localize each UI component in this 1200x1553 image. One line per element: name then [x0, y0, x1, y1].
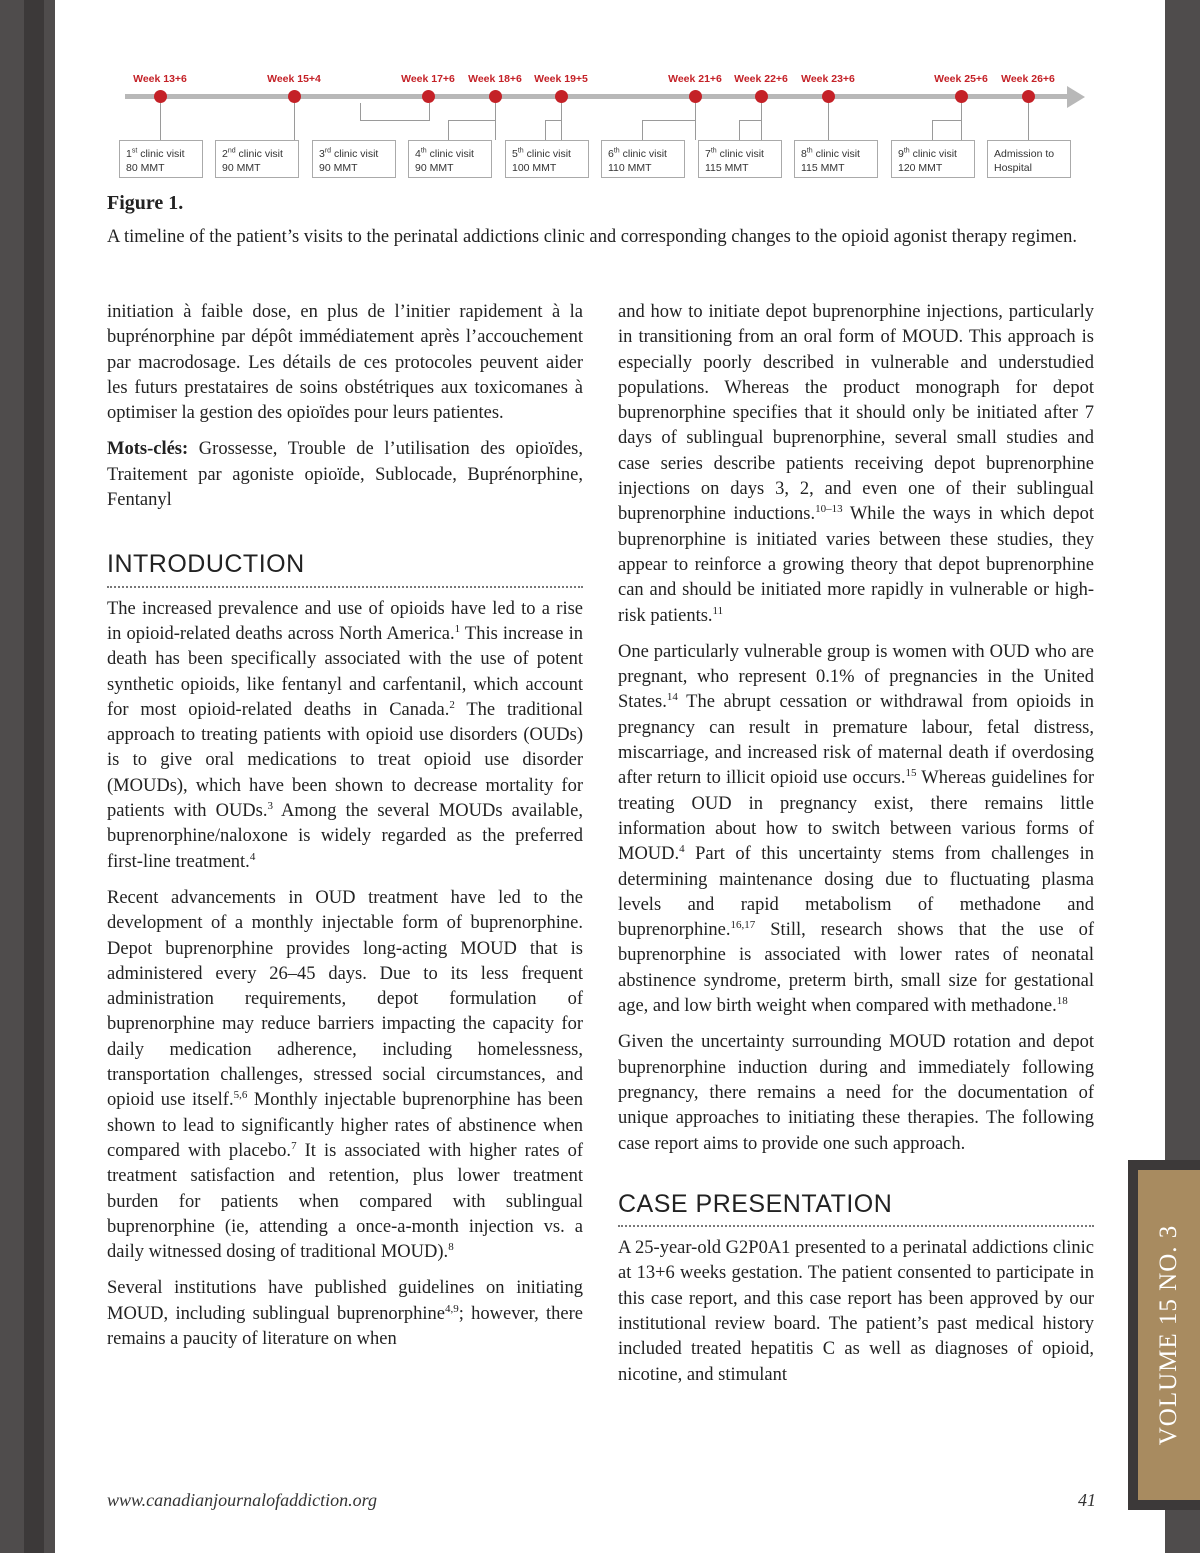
- timeline-connector: [160, 103, 161, 140]
- visit-box: 2nd clinic visit 90 MMT: [215, 140, 299, 178]
- week-label: Week 13+6: [133, 73, 187, 85]
- timeline-connector: [932, 120, 962, 141]
- timeline-dot: [822, 90, 835, 103]
- right-column: [618, 300, 1094, 1399]
- week-label: Week 23+6: [801, 73, 855, 85]
- journal-website: www.canadianjournalofaddiction.org: [107, 1490, 378, 1510]
- visit-box: 9th clinic visit 120 MMT: [891, 140, 975, 178]
- intro-paragraph-1: The increased prevalence and use of opioids have led to a rise in opioid-related deaths across North America.$^1$ This increase in death has been specifically associated with the use of potent synthetic opioids, like fentanyl and carfentanil, which account for most opioid-related deaths in Canada.$^2$ The traditional approach to treating patients with opioid use disorders (OUDs) is to give oral medications to treat opioid use disorder (MOUDs), which have been shown to decrease mortality for patients with OUDs.$^3$ Among the several MOUDs available, buprenorphine/naloxone is widely regarded as the preferred first-line treatment.$^4$: [107, 598, 583, 872]
- timeline-axis: [125, 94, 1070, 99]
- timeline-dot: [689, 90, 702, 103]
- intro-paragraph-5: One particularly vulnerable group is women with OUD who are pregnant, who represent 0.1% of pregnancies in the United States.$^{14}$ The abrupt cessation or withdrawal from opioids in pregnancy can result in premature labour, fetal distress, miscarriage, and increased risk of maternal death if overdosing after return to illicit opioid use occurs.$^{15}$ Whereas guidelines for treating OUD in pregnancy exist, there remains little information about how to switch between various forms of MOUD.$^4$ Part of this uncertainty stems from challenges in determining maintenance dosing due to fluctuating plasma levels and rapid metabolism of methadone and buprenorphine.$^{16,17}$ Still, research shows that the use of buprenorphine is associated with lower rates of neonatal abstinence syndrome, preterm birth, small size for gestational age, and low birth weight when compared with methadone.$^{18}$: [618, 641, 1094, 1017]
- timeline-dot: [422, 90, 435, 103]
- timeline-connector: [1028, 103, 1029, 140]
- visit-box: 4th clinic visit 90 MMT: [408, 140, 492, 178]
- admission-box: Admission to Hospital: [987, 140, 1071, 178]
- timeline-dot: [154, 90, 167, 103]
- keywords-label: Mots-clés:: [107, 439, 189, 460]
- visit-box: 6th clinic visit 110 MMT: [601, 140, 685, 178]
- intro-paragraph-6: Given the uncertainty surrounding MOUD rotation and depot buprenorphine induction during and immediately following pregnancy, there remains a need for the documentation of unique approaches to initiating these therapies. The following case report aims to provide one such approach.: [618, 1032, 1094, 1154]
- volume-label: VOLUME 15 NO. 3: [1155, 1224, 1182, 1446]
- keywords: [107, 437, 583, 513]
- timeline-dot: [1022, 90, 1035, 103]
- visit-box: 3rd clinic visit 90 MMT: [312, 140, 396, 178]
- timeline-dot: [288, 90, 301, 103]
- week-label: Week 17+6: [401, 73, 455, 85]
- timeline-connector: [294, 103, 295, 140]
- week-label: Week 19+5: [534, 73, 588, 85]
- figure-title: Figure 1.: [107, 192, 184, 214]
- timeline-dot: [555, 90, 568, 103]
- page-border-left-inner: [24, 0, 44, 1553]
- week-label: Week 26+6: [1001, 73, 1055, 85]
- timeline-connector: [448, 120, 496, 141]
- timeline-connector: [545, 120, 562, 141]
- visit-box: 7th clinic visit 115 MMT: [698, 140, 782, 178]
- week-label: Week 18+6: [468, 73, 522, 85]
- visit-box: 8th clinic visit 115 MMT: [794, 140, 878, 178]
- visit-box: 1st clinic visit 80 MMT: [119, 140, 203, 178]
- timeline-dot: [489, 90, 502, 103]
- left-column: [107, 300, 583, 1363]
- intro-paragraph-2: Recent advancements in OUD treatment have led to the development of a monthly injectable form of buprenorphine. Depot buprenorphine provides long-acting MOUD that is administered every 26–45 days. Due to its less frequent administration requirements, depot formulation of buprenorphine may reduce barriers impacting the capacity for daily medication adherence, including homelessness, transportation challenges, stressed social circumstances, and opioid use itself.$^{5,6}$ Monthly injectable buprenorphine has been shown to lead to significantly higher rates of abstinence when compared with placebo.$^7$ It is associated with higher rates of treatment satisfaction and retention, plus lower treatment burden for patients when compared with sublingual buprenorphine (ie, attending a once-a-month injection vs. a daily witnessed dosing of traditional MOUD).$^8$: [107, 887, 583, 1263]
- keywords-text: Grossesse, Trouble de l’utilisation des opioïdes, Traitement par agoniste opioïde, Sublocade, Buprénorphine, Fentanyl: [107, 439, 583, 511]
- intro-paragraph-4: and how to initiate depot buprenorphine injections, particularly in transitioning from an oral form of MOUD. This approach is especially poorly described in vulnerable and understudied populations. Whereas the product monograph for depot buprenorphine specifies that it should only be initiated after 7 days of sublingual buprenorphine, several small studies and case series describe patients receiving depot buprenorphine injections on days 3, 2, and even one of their sublingual buprenorphine inductions.$^{10-13}$ While the ways in which depot buprenorphine is initiated varies between these studies, they appear to reinforce a growing theory that depot buprenorphine can and should be initiated more rapidly in vulnerable or high-risk patients.$^{11}$: [618, 302, 1094, 626]
- timeline-dot: [955, 90, 968, 103]
- figure-caption: A timeline of the patient’s visits to the perinatal addictions clinic and corresponding changes to the opioid agonist therapy regimen.: [107, 227, 1077, 247]
- timeline-connector: [828, 103, 829, 140]
- introduction-heading: INTRODUCTION: [107, 552, 583, 587]
- timeline-connector: [739, 120, 762, 141]
- case-paragraph-1: A 25-year-old G2P0A1 presented to a perinatal addictions clinic at 13+6 weeks gestation. The patient consented to participate in this case report, and this case report has been approved by our institutional review board. The patient’s past medical history included treated hepatitis C as well as diagnoses of opioid, nicotine, and stimulant: [618, 1238, 1094, 1385]
- visit-timeline: [105, 60, 1095, 190]
- case-presentation-heading: CASE PRESENTATION: [618, 1192, 1094, 1227]
- week-label: Week 25+6: [934, 73, 988, 85]
- french-abstract-end: initiation à faible dose, en plus de l’initier rapidement à la buprénorphine par dépôt immédiatement après l’accouchement par macrodosage. Les détails de ces protocoles peuvent aider les futurs prestataires de soins obstétriques aux toxicomanes à optimiser la gestion des opioïdes pour leurs patientes.: [107, 302, 583, 424]
- intro-paragraph-3: Several institutions have published guidelines on initiating MOUD, including sublingual buprenorphine$^{4,9}$; however, there remains a paucity of literature on when: [107, 1278, 583, 1349]
- timeline-arrowhead: [1067, 86, 1085, 108]
- week-label: Week 21+6: [668, 73, 722, 85]
- week-label: Week 22+6: [734, 73, 788, 85]
- timeline-dot: [755, 90, 768, 103]
- timeline-connector: [642, 120, 696, 141]
- visit-box: 5th clinic visit 100 MMT: [505, 140, 589, 178]
- week-label: Week 15+4: [267, 73, 321, 85]
- timeline-connector: [360, 103, 430, 121]
- page-number: 41: [1078, 1490, 1096, 1510]
